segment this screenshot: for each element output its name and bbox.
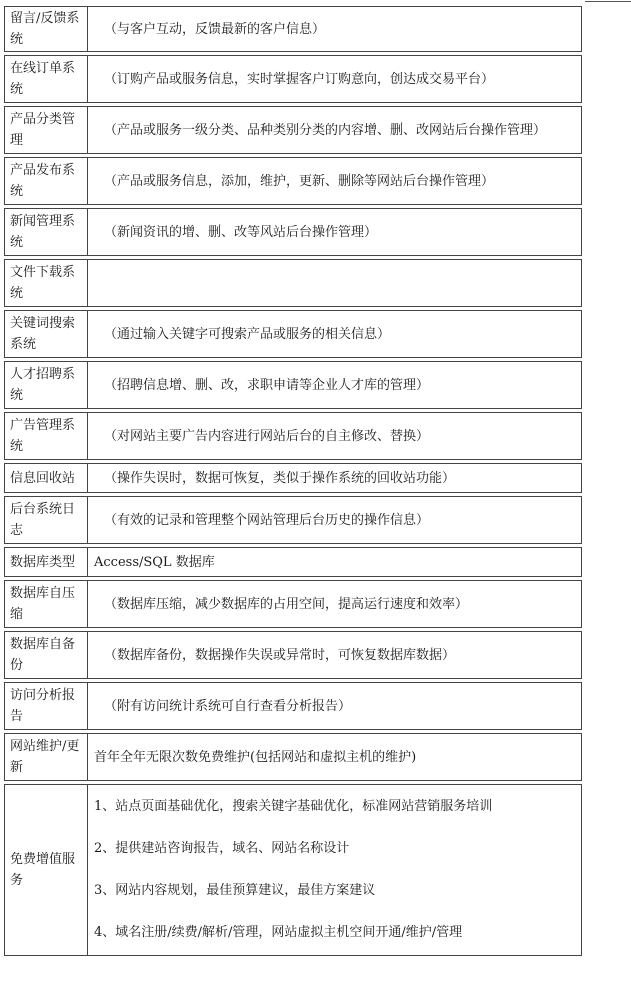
row-label: 数据库自压缩 bbox=[4, 580, 88, 628]
row-label: 数据库类型 bbox=[4, 547, 88, 577]
row-desc: （订购产品或服务信息，实时掌握客户订购意向，创达成交易平台） bbox=[88, 55, 582, 103]
table-row bbox=[4, 682, 582, 730]
table-row bbox=[4, 547, 582, 577]
row-label: 产品发布系统 bbox=[4, 157, 88, 205]
row-desc: （新闻资讯的增、删、改等风站后台操作管理） bbox=[88, 208, 582, 256]
row-label: 数据库自备份 bbox=[4, 631, 88, 679]
row-label: 在线订单系统 bbox=[4, 55, 88, 103]
row-desc: （对网站主要广告内容进行网站后台的自主修改、替换） bbox=[88, 412, 582, 460]
table-row bbox=[4, 55, 582, 103]
row-desc: Access/SQL 数据库 bbox=[88, 547, 582, 577]
row-label: 产品分类管理 bbox=[4, 106, 88, 154]
row-label: 留言/反馈系统 bbox=[4, 6, 88, 52]
table-row-value-added bbox=[4, 784, 582, 956]
row-label: 文件下载系统 bbox=[4, 259, 88, 307]
table-row bbox=[4, 157, 582, 205]
value-added-item: 4、域名注册/续费/解析/管理，网站虚拟主机空间开通/维护/管理 bbox=[94, 925, 463, 940]
row-desc: （产品或服务一级分类、品种类别分类的内容增、删、改网站后台操作管理） bbox=[88, 106, 582, 154]
table-row bbox=[4, 361, 582, 409]
top-rule bbox=[585, 1, 631, 2]
value-added-list bbox=[88, 784, 582, 956]
row-label: 人才招聘系统 bbox=[4, 361, 88, 409]
table-row bbox=[4, 106, 582, 154]
table-row bbox=[4, 496, 582, 544]
row-desc: （附有访问统计系统可自行查看分析报告） bbox=[88, 682, 582, 730]
row-desc: （数据库备份，数据操作失误或异常时，可恢复数据库数据） bbox=[88, 631, 582, 679]
table-row bbox=[4, 733, 582, 781]
row-desc: （通过输入关键字可搜索产品或服务的相关信息） bbox=[88, 310, 582, 358]
value-added-label: 免费增值服务 bbox=[4, 784, 88, 956]
row-label: 广告管理系统 bbox=[4, 412, 88, 460]
row-label: 后台系统日志 bbox=[4, 496, 88, 544]
table-row bbox=[4, 580, 582, 628]
table-row bbox=[4, 463, 582, 493]
row-label: 关键词搜索系统 bbox=[4, 310, 88, 358]
row-label: 信息回收站 bbox=[4, 463, 88, 493]
row-desc: （操作失误时，数据可恢复，类似于操作系统的回收站功能） bbox=[88, 463, 582, 493]
row-label: 新闻管理系统 bbox=[4, 208, 88, 256]
table-row bbox=[4, 412, 582, 460]
value-added-item: 1、站点页面基础优化，搜索关键字基础优化，标准网站营销服务培训 bbox=[94, 799, 493, 814]
feature-table bbox=[4, 3, 582, 959]
row-desc: 首年全年无限次数免费维护(包括网站和虚拟主机的维护) bbox=[88, 733, 582, 781]
row-desc: （与客户互动，反馈最新的客户信息） bbox=[88, 6, 582, 52]
row-label: 网站维护/更新 bbox=[4, 733, 88, 781]
row-desc: （有效的记录和管理整个网站管理后台历史的操作信息） bbox=[88, 496, 582, 544]
row-desc: （招聘信息增、删、改，求职申请等企业人才库的管理） bbox=[88, 361, 582, 409]
row-desc bbox=[88, 259, 582, 307]
table-row bbox=[4, 631, 582, 679]
table-row bbox=[4, 208, 582, 256]
table-row bbox=[4, 6, 582, 52]
value-added-item: 2、提供建站咨询报告，域名、网站名称设计 bbox=[94, 841, 350, 856]
value-added-item: 3、网站内容规划，最佳预算建议，最佳方案建议 bbox=[94, 883, 376, 898]
table-row bbox=[4, 310, 582, 358]
row-desc: （数据库压缩，减少数据库的占用空间，提高运行速度和效率） bbox=[88, 580, 582, 628]
row-desc: （产品或服务信息，添加，维护，更新、删除等网站后台操作管理） bbox=[88, 157, 582, 205]
table-row bbox=[4, 259, 582, 307]
row-label: 访问分析报告 bbox=[4, 682, 88, 730]
